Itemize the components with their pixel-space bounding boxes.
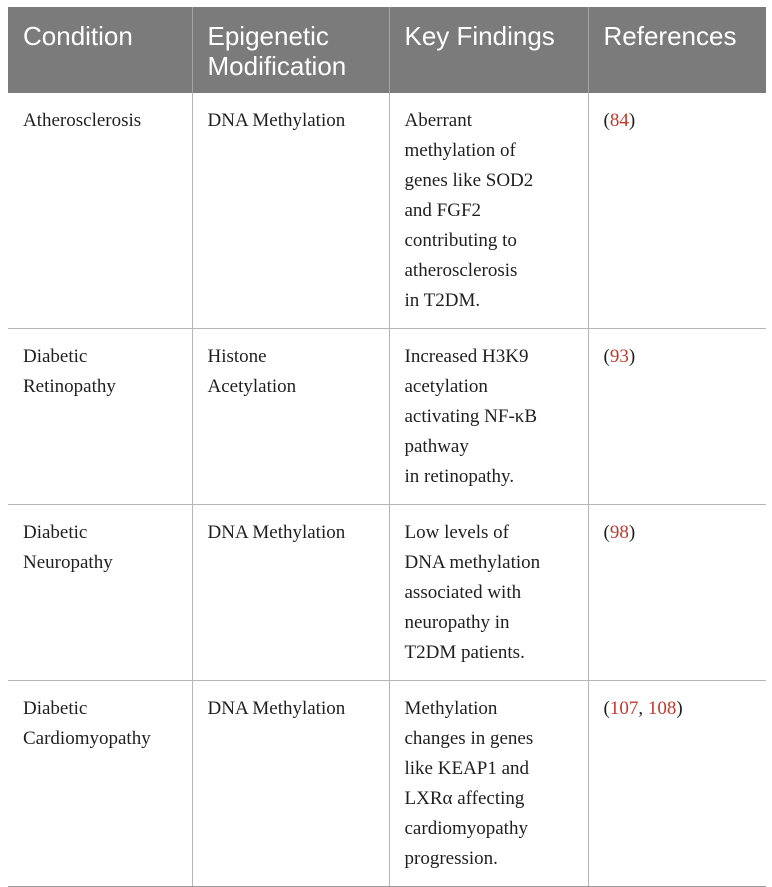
table-body [8, 93, 766, 887]
table-row [8, 505, 766, 681]
condition-line: Diabetic [23, 522, 88, 543]
header-key-findings: Key Findings [389, 7, 588, 93]
findings-line: like KEAP1 and [404, 758, 530, 779]
condition-line: Diabetic [23, 346, 88, 367]
condition-line: Atherosclerosis [23, 110, 142, 131]
reference-link[interactable]: 108 [647, 698, 677, 719]
modification-line: Acetylation [207, 376, 297, 397]
findings-line: associated with [404, 582, 522, 603]
modification-line: Histone [207, 346, 267, 367]
condition-cell [8, 505, 192, 681]
header-epigenetic-modification [192, 7, 389, 93]
findings-line: and FGF2 [404, 200, 482, 221]
findings-line: changes in genes [404, 728, 534, 749]
findings-line: T2DM patients. [404, 642, 525, 663]
modification-line: DNA Methylation [207, 698, 346, 719]
findings-line: LXRα affecting [404, 788, 525, 809]
findings-line: progression. [404, 848, 498, 869]
modification-cell [192, 329, 389, 505]
table-row [8, 681, 766, 887]
findings-line: genes like SOD2 [404, 170, 534, 191]
references-cell: (93) [588, 329, 766, 505]
condition-line: Neuropathy [23, 552, 113, 573]
findings-cell [389, 93, 588, 329]
table-row [8, 93, 766, 329]
condition-line: Cardiomyopathy [23, 728, 151, 749]
findings-cell [389, 681, 588, 887]
findings-cell [389, 505, 588, 681]
findings-line: Low levels of [404, 522, 509, 543]
references-cell: (107, 108) [588, 681, 766, 887]
reference-link[interactable]: 107 [609, 698, 639, 719]
modification-cell [192, 505, 389, 681]
header-epigenetic-line-2: Modification [207, 51, 347, 81]
findings-line: neuropathy in [404, 612, 510, 633]
header-epigenetic-line-1: Epigenetic [207, 21, 329, 51]
findings-cell [389, 329, 588, 505]
table-header [8, 7, 766, 93]
findings-line: cardiomyopathy [404, 818, 528, 839]
findings-line: Methylation [404, 698, 498, 719]
findings-line: atherosclerosis [404, 260, 518, 281]
modification-line: DNA Methylation [207, 110, 346, 131]
modification-line: DNA Methylation [207, 522, 346, 543]
findings-line: in T2DM. [404, 290, 481, 311]
findings-table [8, 7, 766, 887]
references-cell: (84) [588, 93, 766, 329]
reference-link[interactable]: 84 [609, 110, 629, 131]
condition-line: Retinopathy [23, 376, 116, 397]
findings-line: Increased H3K9 [404, 346, 529, 367]
findings-line: pathway [404, 436, 469, 457]
reference-link[interactable]: 93 [609, 346, 629, 367]
findings-line: activating NF-κB [404, 406, 538, 427]
header-condition: Condition [8, 7, 192, 93]
modification-cell [192, 681, 389, 887]
findings-line: DNA methylation [404, 552, 541, 573]
findings-line: in retinopathy. [404, 466, 515, 487]
condition-cell [8, 329, 192, 505]
header-references: References [588, 7, 766, 93]
condition-cell [8, 681, 192, 887]
table-row [8, 329, 766, 505]
findings-line: methylation of [404, 140, 516, 161]
reference-link[interactable]: 98 [609, 522, 629, 543]
condition-line: Diabetic [23, 698, 88, 719]
references-cell: (98) [588, 505, 766, 681]
modification-cell [192, 93, 389, 329]
findings-line: acetylation [404, 376, 488, 397]
condition-cell [8, 93, 192, 329]
header-row [8, 7, 766, 93]
findings-line: Aberrant [404, 110, 473, 131]
findings-line: contributing to [404, 230, 517, 251]
